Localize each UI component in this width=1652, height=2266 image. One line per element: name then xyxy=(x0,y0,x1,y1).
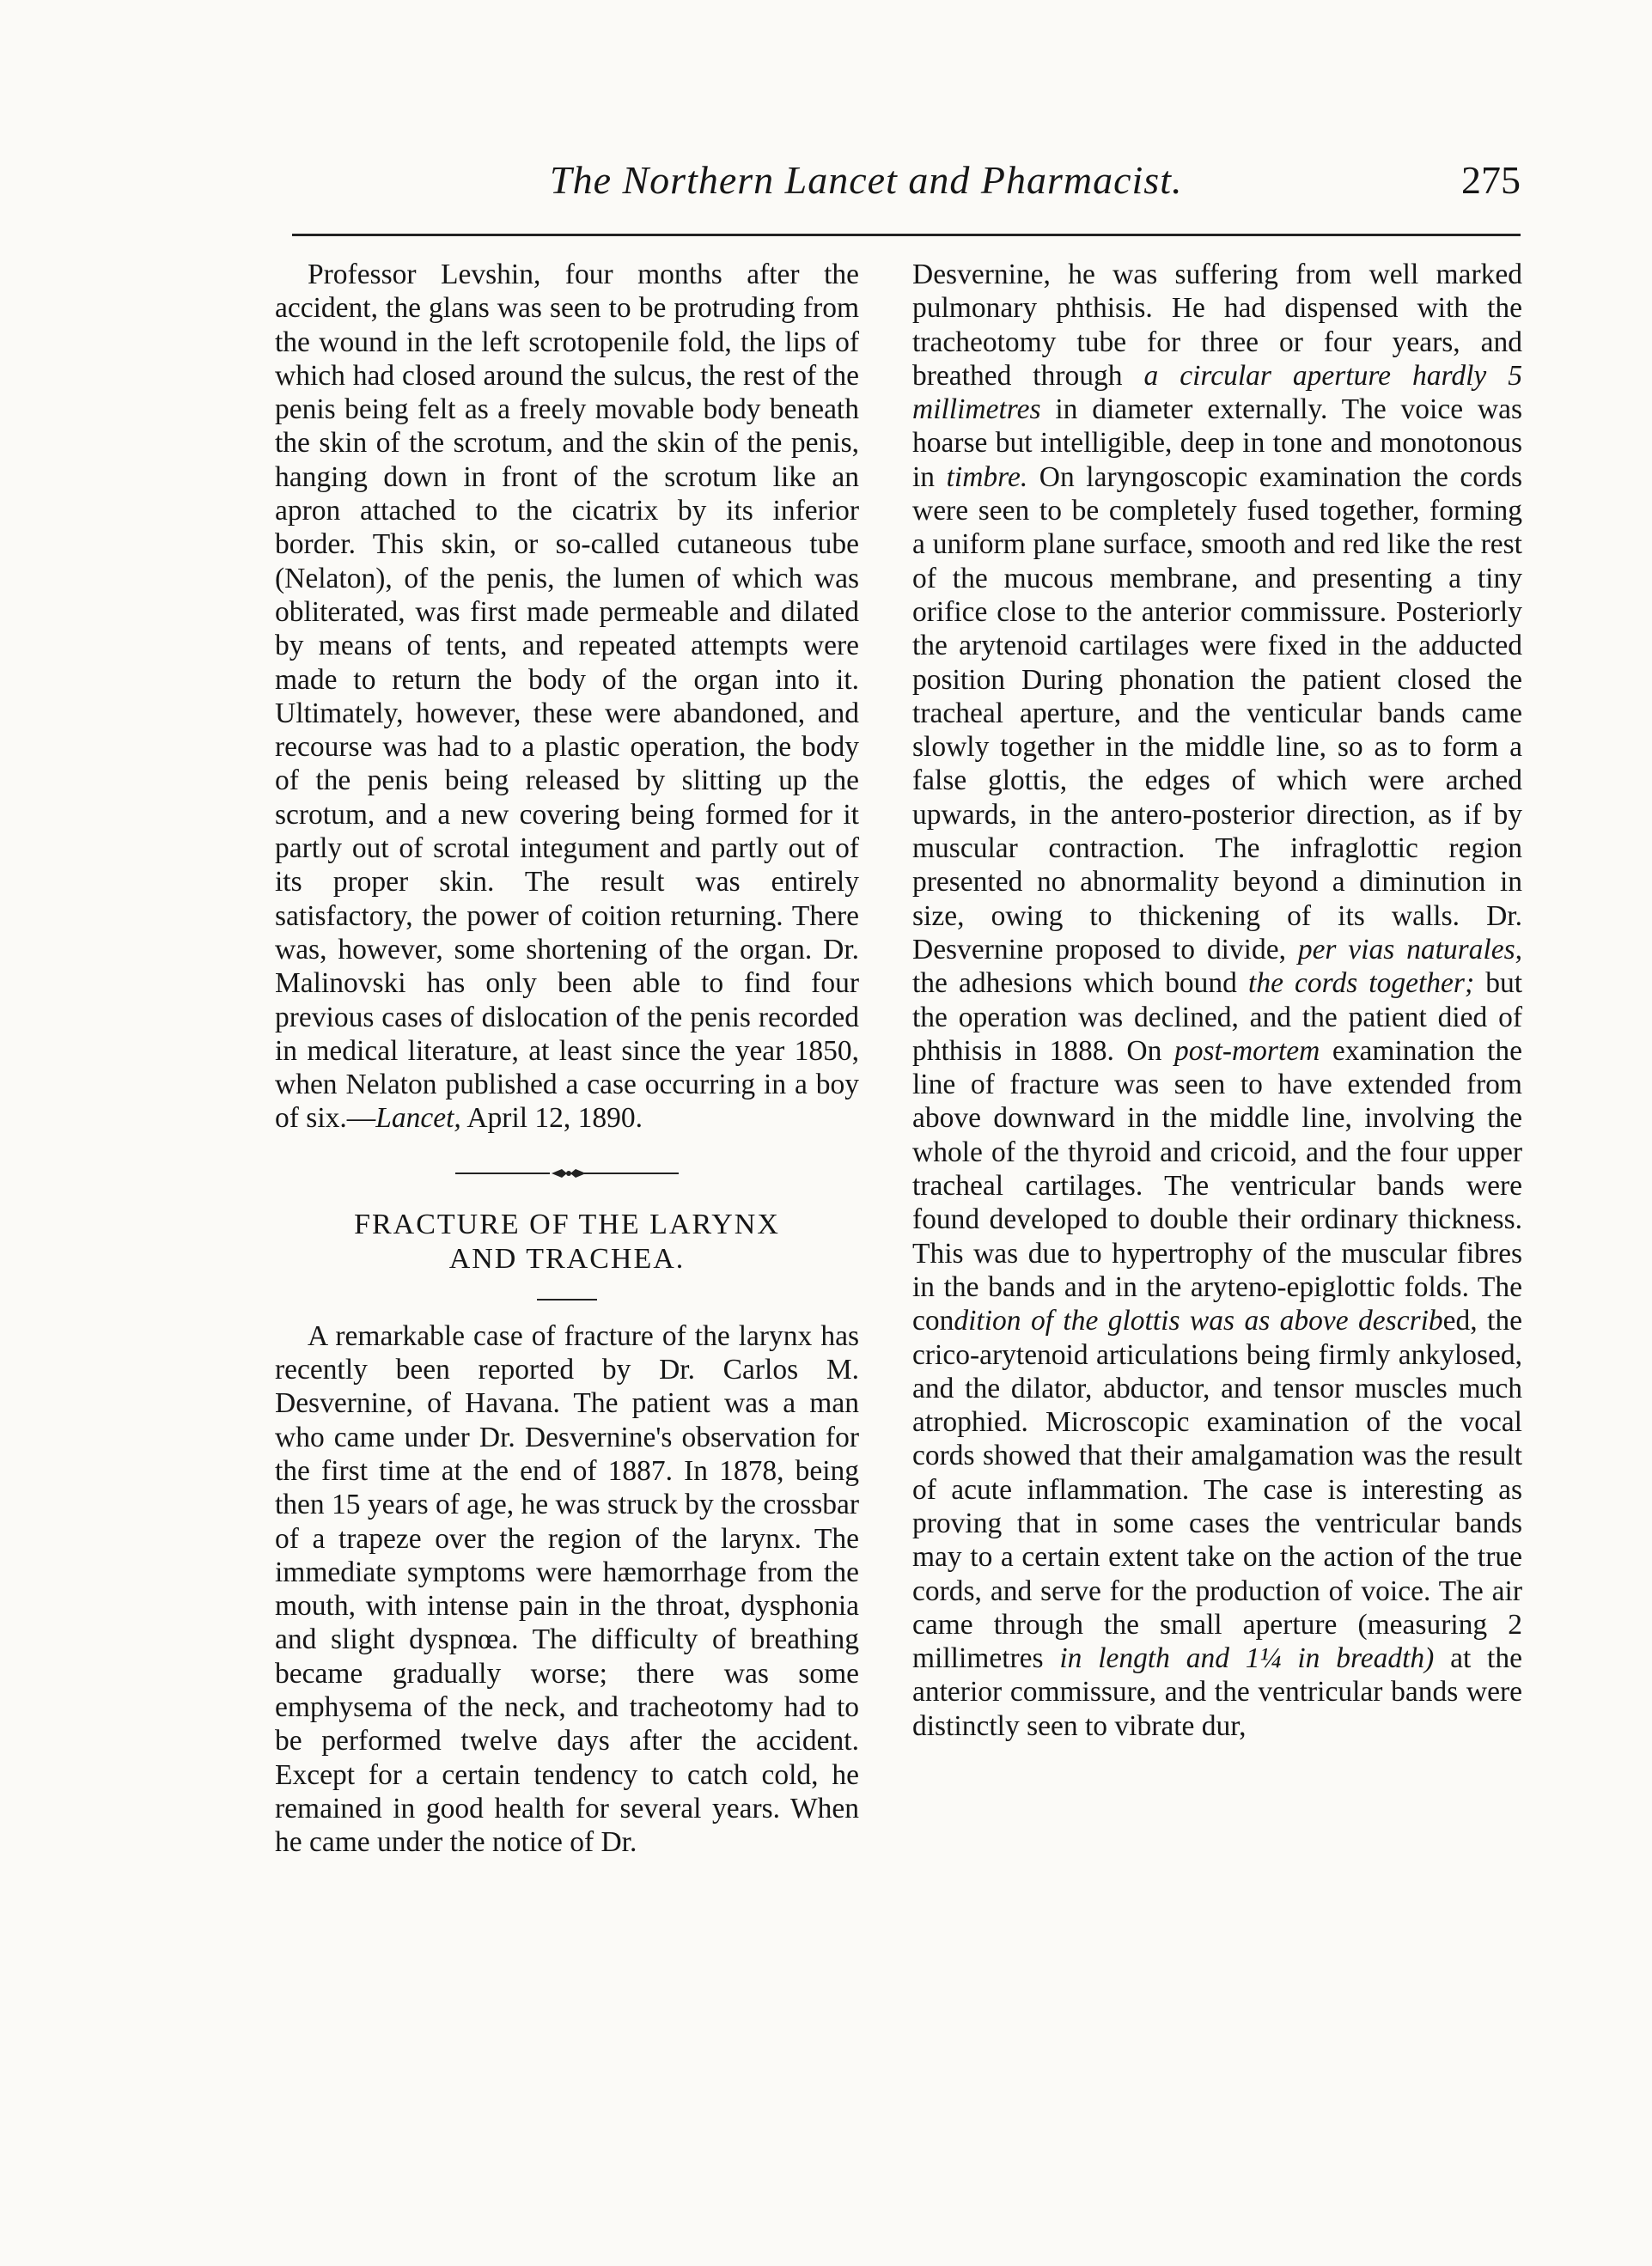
text-segment: in diameter externally. The voice was hoarse but intelligible, deep in tone and monotonous in xyxy=(912,393,1522,493)
page-number: 275 xyxy=(1461,158,1521,202)
section-title-line1: FRACTURE OF THE LARYNX xyxy=(354,1208,780,1240)
text-segment: the adhesions which bound xyxy=(912,967,1249,1000)
text-segment: at the anterior commissure, and the ventricular bands were distinctly seen to vibrate dur, xyxy=(912,1642,1522,1742)
citation-source: Lancet, xyxy=(375,1102,461,1135)
section-title xyxy=(275,1208,859,1276)
journal-title: The Northern Lancet and Pharmacist. xyxy=(550,158,1183,202)
text-segment: ed, the crico-arytenoid articulations being firmly ankylosed, and the dilator, abductor, and tensor muscles much atrophied. Microscopic examination of the vocal cords showed that their amalgamation was the result of acute inflammation. The case is interesting as proving that in some cases the ventricular bands may to a certain extent take on the action of the true cords, and serve for the production of voice. The air came through the small aperture (measuring 2 millimetres xyxy=(912,1305,1522,1675)
text-segment: examination the line of fracture was seen to have extended from above downward in the middle line, involving the whole of the thyroid and cricoid, and the four upper tracheal cartilages. The ventricular bands were found developed to double their ordinary thickness. This was due to hypertrophy of the muscular fibres in the bands and in the aryteno-epiglottic folds. The con xyxy=(912,1034,1523,1337)
section-divider-ornament xyxy=(275,1165,859,1182)
italic-segment: a circular aperture hardly 5 millimetres xyxy=(912,359,1522,426)
running-head xyxy=(0,157,1521,217)
italic-segment: timbre. xyxy=(946,460,1028,493)
paragraph-larynx-fracture: A remarkable case of fracture of the larynx has recently been reported by Dr. Carlos M. Desvernine, of Havana. The patient was a man who came under Dr. Desvernine's observation for the first time at the end of 1887. In 1878, being then 15 years of age, he was struck by the crossbar of a trapeze over the region of the larynx. The immediate symptoms were hæmorrhage from the mouth, with intense pain in the throat, dysphonia and slight dyspnœa. The difficulty of breathing became gradually worse; there was some emphysema of the neck, and tracheotomy had to be performed twelve days after the accident. Except for a certain tendency to catch cold, he remained in good health for several years. When he came under the notice of Dr. xyxy=(275,1319,860,1859)
header-rule xyxy=(292,234,1521,236)
paragraph-dislocation-case xyxy=(275,258,859,1136)
italic-segment: post-mortem xyxy=(1173,1034,1320,1067)
right-column xyxy=(912,258,1522,1743)
left-column xyxy=(275,258,859,1859)
title-rule xyxy=(537,1299,597,1301)
italic-segment: per vias naturales, xyxy=(1297,933,1522,965)
italic-segment: the cords together; xyxy=(1248,967,1475,1000)
paragraph-continued xyxy=(912,258,1522,1743)
italic-segment: in length and 1¼ in breadth) xyxy=(1059,1642,1435,1675)
paragraph-text: Professor Levshin, four months after the accident, the glans was seen to be protruding from the wound in the left scrotopenile fold, the lips of which had closed around the sulcus, the rest of the penis being felt as a freely movable body beneath the skin of the scrotum, and the skin of the penis, hanging down in front of the scrotum like an apron attached to the cicatrix by its inferior border. This skin, or so-called cutaneous tube (Nelaton), of the penis, the lumen of which was obliterated, was first made permeable and dilated by means of tents, and repeated attempts were made to return the body of the organ into it. Ultimately, however, these were abandoned, and recourse was had to a plastic operation, the body of the penis being released by slitting up the scrotum, and a new covering being formed for it partly out of scrotal integument and partly out of its proper skin. The result was entirely satisfactory, the power of coition returning. There was, however, some shortening of the organ. Dr. Malinovski has only been able to find four previous cases of dislocation of the penis recorded in medical literature, at least since the year 1850, when Nelaton published a case occurring in a boy of six.— xyxy=(275,259,859,1135)
text-segment: Desvernine, he was suffering from well marked pulmonary phthisis. He had dispensed with the tracheotomy tube for three or four years, and breathed through xyxy=(912,259,1522,392)
section-title-line2: AND TRACHEA. xyxy=(448,1242,686,1275)
italic-segment: dition of the glottis was as above describ xyxy=(954,1305,1443,1337)
text-segment: but the operation was declined, and the patient died of phthisis in 1888. On xyxy=(912,967,1523,1067)
text-segment: On laryngoscopic examination the cords were seen to be completely fused together, forming a uniform plane surface, smooth and red like the rest of the mucous membrane, and presenting a tiny orifice close to the anterior commissure. Posteriorly the arytenoid cartilages were fixed in the adducted position During phonation the patient closed the tracheal aperture, and the venticular bands came slowly together in the middle line, so as to form a false glottis, the edges of which were arched upwards, in the antero-posterior direction, as if by muscular contraction. The infraglottic region presented no abnormality beyond a diminution in size, owing to thickening of its walls. Dr. Desvernine proposed to divide, xyxy=(912,460,1522,965)
citation-date: April 12, 1890. xyxy=(460,1102,643,1135)
